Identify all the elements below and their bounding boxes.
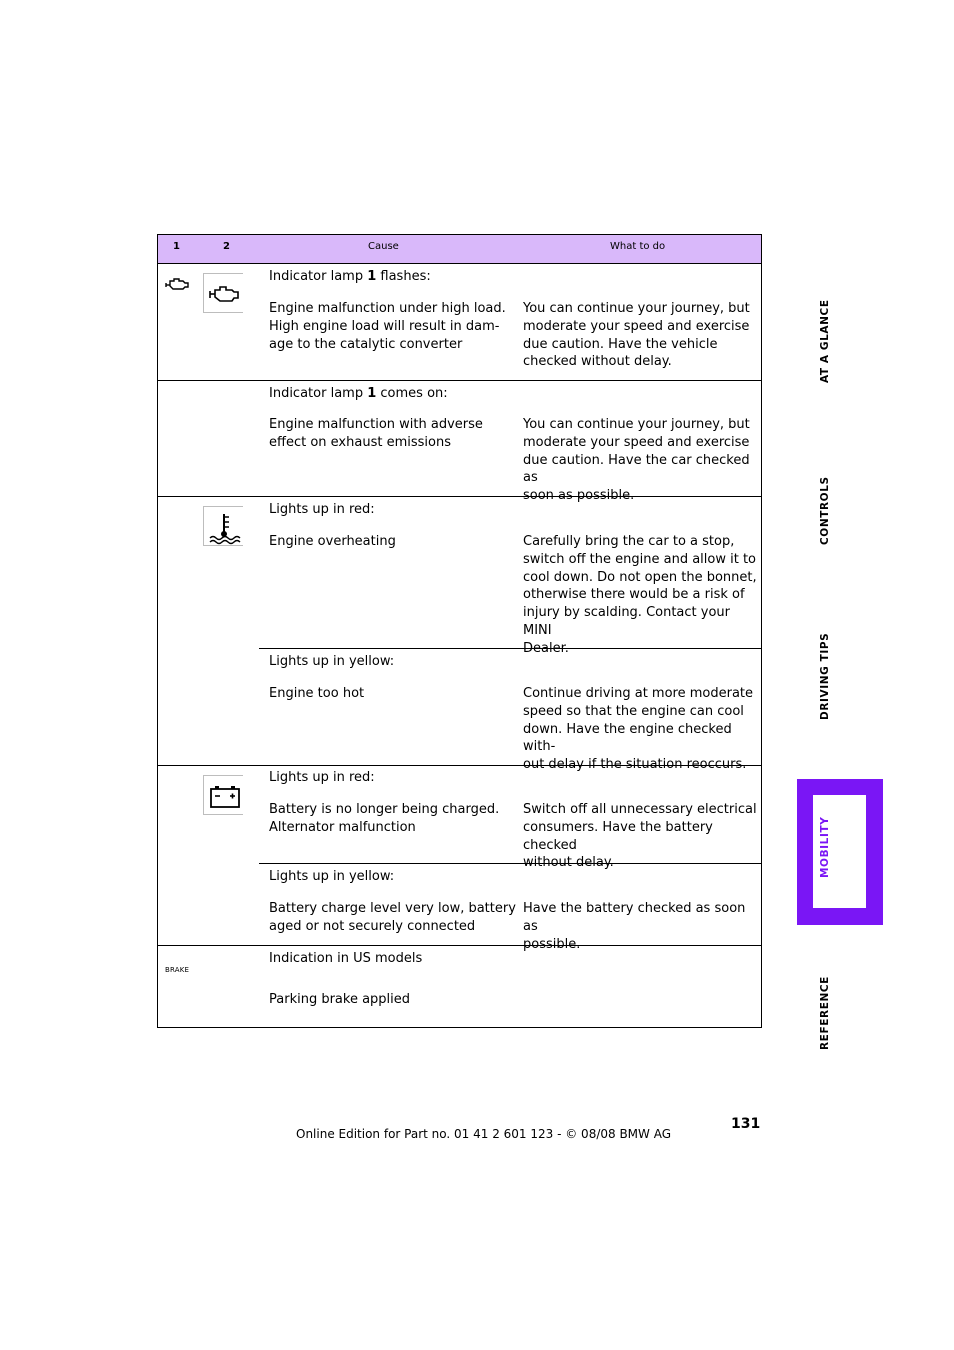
brake-indicator-label: BRAKE [165,966,190,974]
row2-intro [269,385,448,403]
tab-at-a-glance[interactable]: AT A GLANCE [819,299,831,383]
row4-action: Continue driving at more moderate speed so that the engine can cool down. Have the engine checked with- out delay if the situation reoccurs. [523,686,754,773]
check-engine-icon [203,273,243,313]
page-number: 131 [731,1116,761,1132]
header-what-to-do: What to do [610,241,666,252]
row1-action: You can continue your journey, but moderate your speed and exercise due caution. Have the vehicle checked without delay. [523,301,750,370]
row7-intro: Indication in US models [269,951,423,966]
row1-intro [269,268,431,286]
row7-cause: Parking brake applied [269,992,411,1007]
row2-intro-suffix: comes on: [376,386,448,401]
header-col1: 1 [173,241,180,252]
footer-edition: Online Edition for Part no. 01 41 2 601 123 - © 08/08 BMW AG [296,1127,672,1141]
row2-intro-lamp: 1 [367,386,377,401]
row3-cause: Engine overheating [269,534,396,549]
header-col2: 2 [223,241,230,252]
table-header [158,235,761,264]
row5-cause: Battery is no longer being charged. Alternator malfunction [269,802,500,835]
tab-controls[interactable]: CONTROLS [819,476,831,545]
warning-lamp-table [157,234,762,1028]
row3-intro: Lights up in red: [269,502,375,517]
row1-intro-text: Indicator lamp [269,269,368,284]
row6-cause: Battery charge level very low, battery aged or not securely connected [269,901,516,934]
row2-action: You can continue your journey, but moderate your speed and exercise due caution. Have the car checked as soon as possible. [523,417,750,504]
row1-cause: Engine malfunction under high load. High engine load will result in dam- age to the catalytic converter [269,301,506,352]
row6-intro: Lights up in yellow: [269,869,395,884]
row5-intro: Lights up in red: [269,770,375,785]
coolant-temperature-icon [203,506,243,546]
row5-action: Switch off all unnecessary electrical consumers. Have the battery checked without delay. [523,802,757,871]
battery-charge-icon [203,775,243,815]
row4-intro: Lights up in yellow: [269,654,395,669]
tab-driving-tips[interactable]: DRIVING TIPS [819,632,831,720]
header-cause: Cause [368,241,399,252]
row2-intro-text: Indicator lamp [269,386,368,401]
row-divider [158,380,761,381]
row1-intro-suffix: flashes: [376,269,431,284]
row2-cause: Engine malfunction with adverse effect on exhaust emissions [269,417,483,450]
check-engine-icon [165,275,191,293]
row1-intro-lamp: 1 [367,269,377,284]
tab-reference[interactable]: REFERENCE [819,976,831,1050]
row4-cause: Engine too hot [269,686,365,701]
row3-action: Carefully bring the car to a stop, switch off the engine and allow it to cool down. Do not open the bonnet, otherwise there would be a risk of injury by scalding. Contact your MINI Dealer. [523,534,757,656]
tab-mobility[interactable]: MOBILITY [819,816,831,878]
row6-action: Have the battery checked as soon as possible. [523,901,746,952]
